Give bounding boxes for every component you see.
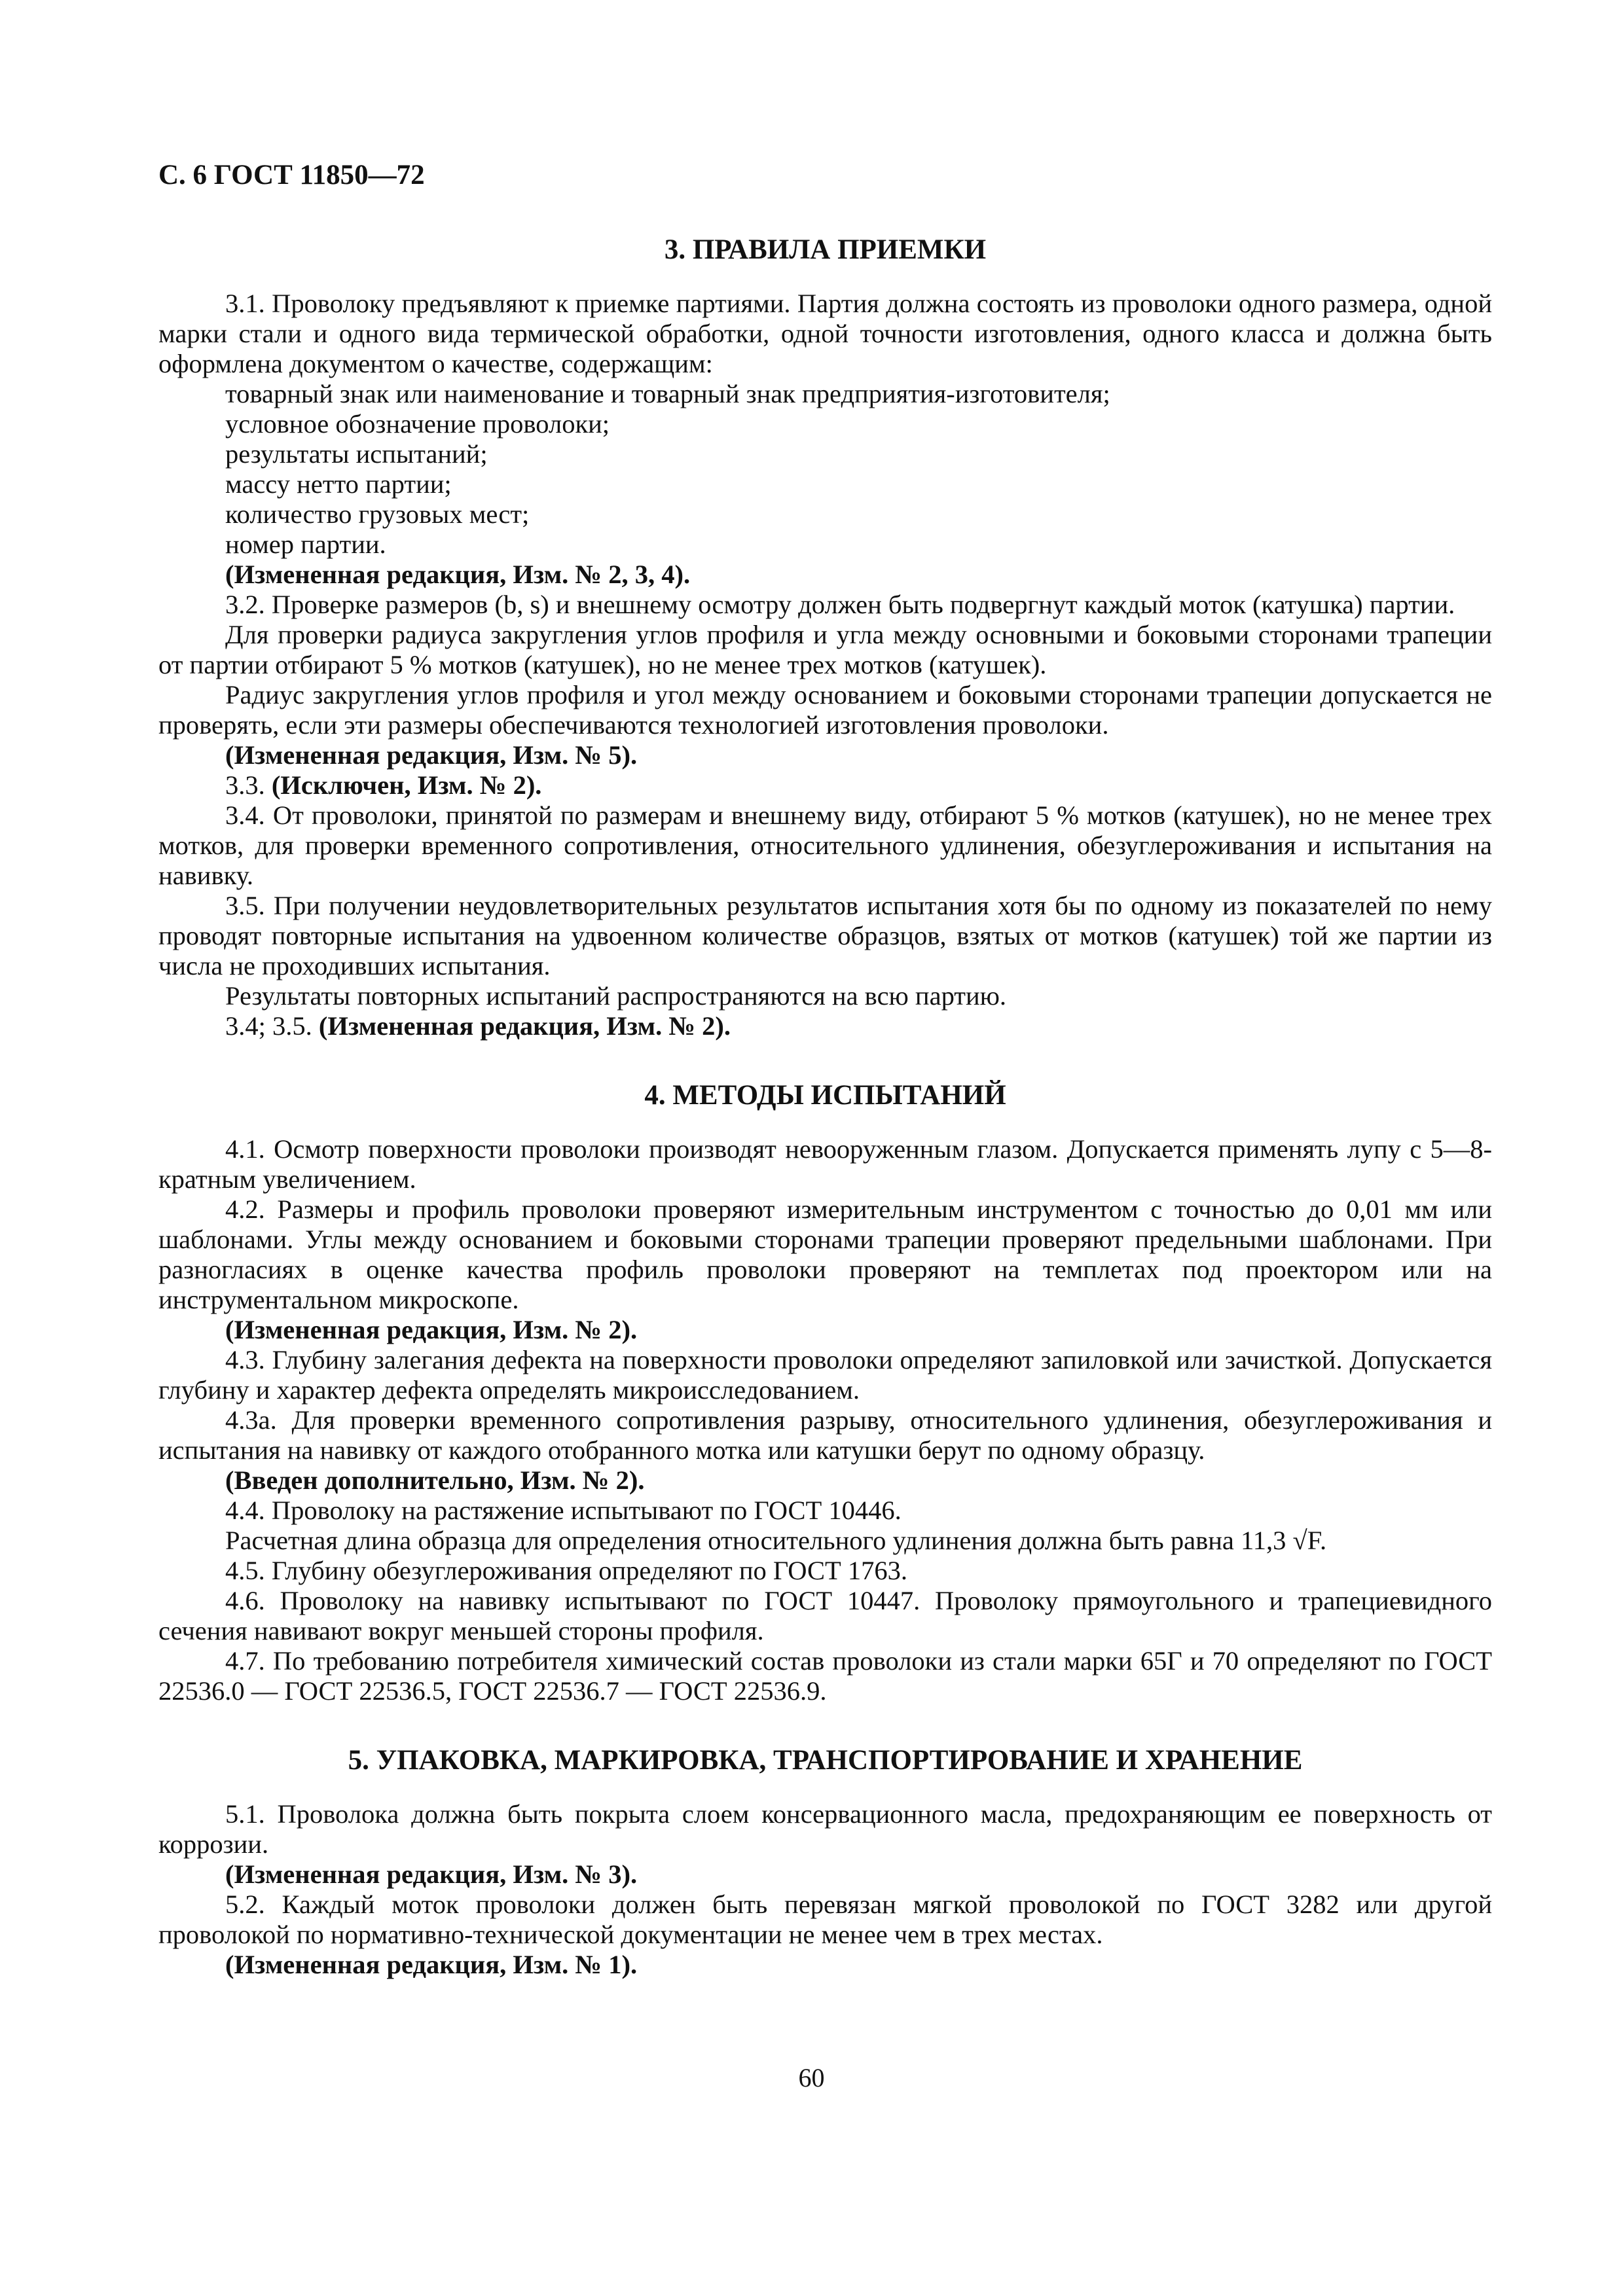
paragraph: 3.5. При получении неудовлетворительных результатов испытания хотя бы по одному из показателей по нему проводят повторные испытания на удвоенном количестве образцов, взятых от мотков (катушек) той же партии из числа не проходивших испытания. [158,891,1492,980]
section-title: 5. УПАКОВКА, МАРКИРОВКА, ТРАНСПОРТИРОВАНИЕ И ХРАНЕНИЕ [348,1745,1303,1776]
amendment-note: (Измененная редакция, Изм. № 2). [318,1011,731,1041]
paragraph: 4.1. Осмотр поверхности проволоки производят невооруженным глазом. Допускается применять лупу с 5—8-кратным увеличением. [158,1134,1492,1194]
list-item: результаты испытаний; [225,439,488,469]
paragraph: 4.5. Глубину обезуглероживания определяют по ГОСТ 1763. [225,1556,908,1585]
list-item: условное обозначение проволоки; [225,409,610,439]
paragraph-with-note [158,1011,1492,1041]
paragraph: Расчетная длина образца для определения относительного удлинения должна быть равна 11,3 √F. [225,1526,1327,1555]
paragraph: 4.2. Размеры и профиль проволоки проверяют измерительным инструментом с точностью до 0,01 мм или шаблонами. Углы между основанием и боковыми сторонами трапеции проверяют предельными шаблонами. При разногласиях в оценке качества профиль проволоки проверяют на темплетах под проектором или на инструментальном микроскопе. [158,1194,1492,1314]
paragraph: 4.6. Проволоку на навивку испытывают по ГОСТ 10447. Проволоку прямоугольного и трапециевидного сечения навивают вокруг меньшей стороны профиля. [158,1586,1492,1645]
paragraph: 3.4. От проволоки, принятой по размерам и внешнему виду, отбирают 5 % мотков (катушек), но не менее трех мотков, для проверки временного сопротивления, относительного удлинения, обезуглероживания и испытания на навивку. [158,800,1492,890]
clause-number: 3.4; 3.5. [225,1011,319,1041]
page-number: 60 [798,2063,825,2092]
section-title: 3. ПРАВИЛА ПРИЕМКИ [664,234,987,265]
document-body [158,232,1492,1980]
paragraph: Для проверки радиуса закругления углов профиля и угла между основными и боковыми сторонами трапеции от партии отбирают 5 % мотков (катушек), но не менее трех мотков (катушек). [158,620,1492,679]
list-item: товарный знак или наименование и товарный знак предприятия-изготовителя; [225,379,1110,408]
list-item: номер партии. [225,529,386,559]
document-header: С. 6 ГОСТ 11850—72 [158,160,425,190]
section-title: 4. МЕТОДЫ ИСПЫТАНИЙ [644,1080,1006,1111]
amendment-note: (Исключен, Изм. № 2). [271,770,542,800]
amendment-note: (Измененная редакция, Изм. № 2). [225,1315,638,1344]
paragraph: 5.1. Проволока должна быть покрыта слоем консервационного масла, предохраняющим ее поверхность от коррозии. [158,1799,1492,1859]
clause-number: 3.3. [225,770,272,800]
paragraph: Результаты повторных испытаний распространяются на всю партию. [225,981,1007,1011]
paragraph: 4.3. Глубину залегания дефекта на поверхности проволоки определяют запиловкой или зачисткой. Допускается глубину и характер дефекта определять микроисследованием. [158,1345,1492,1405]
list-item: массу нетто партии; [225,469,452,499]
paragraph: 4.7. По требованию потребителя химический состав проволоки из стали марки 65Г и 70 определяют по ГОСТ 22536.0 — ГОСТ 22536.5, ГОСТ 22536.7 — ГОСТ 22536.9. [158,1646,1492,1706]
paragraph: 5.2. Каждый моток проволоки должен быть перевязан мягкой проволокой по ГОСТ 3282 или другой проволокой по нормативно-технической документации не менее чем в трех местах. [158,1890,1492,1949]
paragraph: 3.1. Проволоку предъявляют к приемке партиями. Партия должна состоять из проволоки одного размера, одной марки стали и одного вида термической обработки, одной точности изготовления, одного класса и должна быть оформлена документом о качестве, содержащим: [158,289,1492,378]
paragraph: 4.4. Проволоку на растяжение испытывают по ГОСТ 10446. [225,1496,902,1525]
paragraph: Радиус закругления углов профиля и угол между основанием и боковыми сторонами трапеции допускается не проверять, если эти размеры обеспечиваются технологией изготовления проволоки. [158,680,1492,740]
amendment-note: (Измененная редакция, Изм. № 2, 3, 4). [225,560,691,589]
paragraph-with-note [158,770,1492,800]
paragraph: 3.2. Проверке размеров (b, s) и внешнему осмотру должен быть подвергнут каждый моток (катушка) партии. [225,590,1455,619]
amendment-note: (Измененная редакция, Изм. № 1). [225,1950,638,1979]
amendment-note: (Измененная редакция, Изм. № 3). [225,1859,638,1889]
list-item: количество грузовых мест; [225,499,530,529]
paragraph: 4.3а. Для проверки временного сопротивления разрыву, относительного удлинения, обезуглероживания и испытания на навивку от каждого отобранного мотка или катушки берут по одному образцу. [158,1405,1492,1465]
amendment-note: (Измененная редакция, Изм. № 5). [225,740,638,770]
amendment-note: (Введен дополнительно, Изм. № 2). [225,1465,645,1495]
